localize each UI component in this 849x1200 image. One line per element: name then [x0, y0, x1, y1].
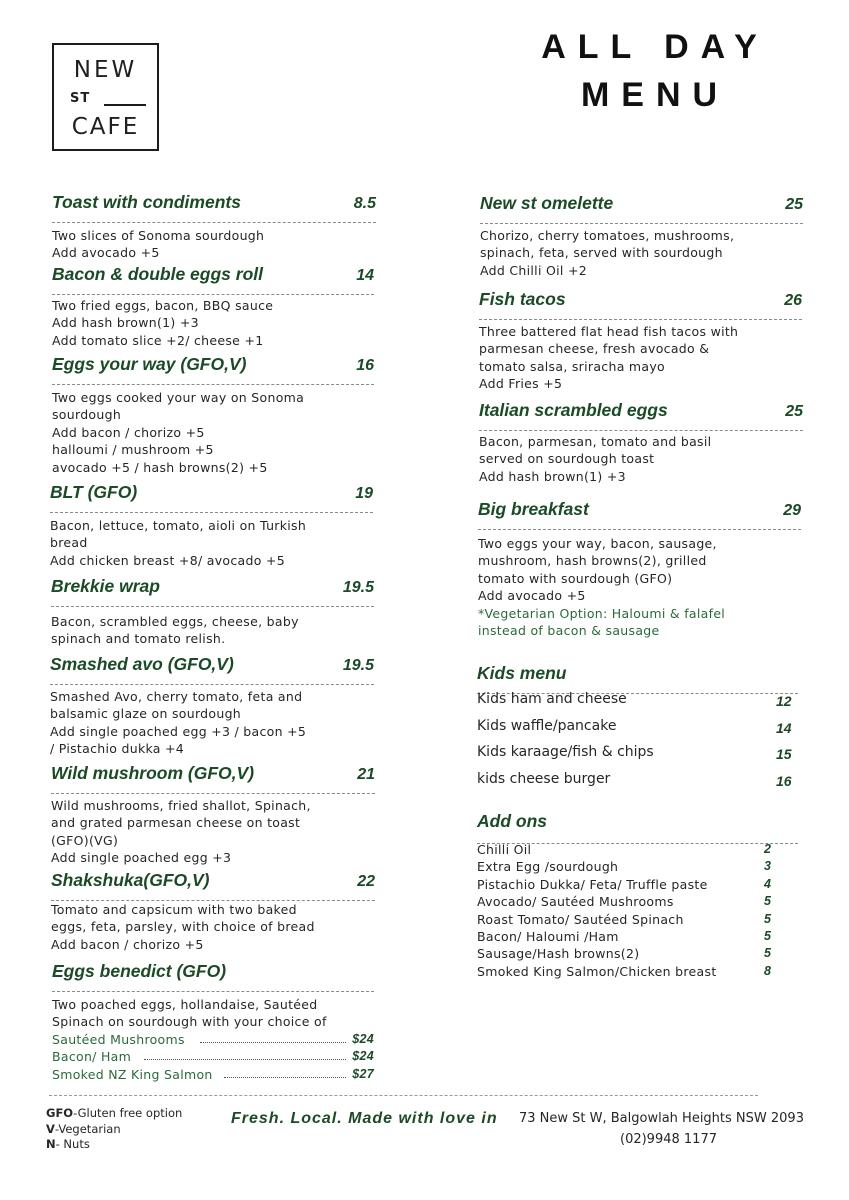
- item-price: 25: [785, 196, 803, 213]
- divider: [50, 512, 373, 513]
- addons-section: [477, 808, 798, 832]
- item-price: 25: [785, 403, 803, 420]
- item-price: 26: [784, 292, 802, 309]
- divider: [52, 294, 374, 295]
- item-name: New st omelette: [480, 193, 614, 213]
- item-description: Bacon, lettuce, tomato, aioli on Turkish bread Add chicken breast +8/ avocado +5: [50, 518, 307, 568]
- addon-item: Avocado/ Sautéed Mushrooms 5: [477, 894, 771, 910]
- addon-item: Bacon/ Haloumi /Ham 5: [477, 928, 771, 944]
- footer-phone: (02)9948 1177: [620, 1132, 717, 1147]
- menu-title-line2: MENU: [580, 76, 730, 114]
- logo-line-cafe: CAFE: [71, 114, 140, 140]
- item-description: Bacon, scrambled eggs, cheese, baby spinach and tomato relish.: [51, 614, 299, 647]
- item-name: Toast with condiments: [52, 192, 241, 212]
- addon-item: Smoked King Salmon/Chicken breast 8: [477, 963, 771, 979]
- item-price: 19: [355, 485, 373, 502]
- benedict-option: Bacon/ Ham $24: [52, 1049, 374, 1065]
- divider: [52, 222, 376, 223]
- item-description: Smashed Avo, cherry tomato, feta and balsamic glaze on sourdough Add single poached egg +3 / bacon +5 / Pistachio dukka +4: [50, 689, 307, 757]
- item-description: Bacon, parmesan, tomato and basil served on sourdough toast Add hash brown(1) +3: [479, 434, 712, 484]
- item-description: Two poached eggs, hollandaise, Sautéed Spinach on sourdough with your choice of Sautéed Mushrooms $24 Bacon/ Ham $24 Smoked NZ King Salmon $27: [52, 997, 374, 1082]
- menu-item-wild-mushroom: [51, 760, 375, 866]
- divider: [51, 606, 374, 607]
- divider: [478, 529, 801, 530]
- kids-menu-title: Kids menu: [477, 663, 567, 683]
- dietary-legend: [46, 1106, 182, 1153]
- divider: [50, 684, 374, 685]
- item-name: Shakshuka(GFO,V): [51, 870, 210, 890]
- menu-item-fish-tacos: [479, 286, 802, 392]
- divider: [52, 991, 374, 992]
- kids-item: Kids waffle/pancake 14: [477, 718, 792, 736]
- divider: [52, 384, 374, 385]
- menu-item-toast: [52, 189, 376, 261]
- item-price: 19.5: [342, 657, 374, 674]
- menu-item-bacon-eggs-roll: [52, 261, 374, 348]
- kids-item: kids cheese burger 16: [477, 771, 792, 789]
- divider: [480, 223, 803, 224]
- kids-item: Kids karaage/fish & chips 15: [477, 744, 792, 762]
- item-description: Two slices of Sonoma sourdough Add avocado +5: [52, 228, 265, 261]
- item-description: Tomato and capsicum with two baked eggs, feta, parsley, with choice of bread Add bacon / chorizo +5: [51, 902, 315, 952]
- item-description: Two eggs your way, bacon, sausage, mushroom, hash browns(2), grilled tomato with sourdough (GFO) Add avocado +5 *Vegetarian Option: Haloumi & falafel instead of bacon & sausage: [478, 536, 726, 639]
- footer-tagline: Fresh. Local. Made with love in: [231, 1110, 498, 1127]
- legend-item: N- Nuts: [46, 1137, 90, 1151]
- addon-item: Chilli Oil 2: [477, 842, 771, 857]
- item-price: 22: [357, 873, 375, 890]
- menu-item-italian-scrambled: [479, 397, 803, 484]
- addons-title: Add ons: [477, 811, 547, 831]
- logo-line-st: ST: [70, 91, 91, 106]
- menu-item-big-breakfast: [478, 496, 801, 639]
- item-description: Two eggs cooked your way on Sonoma sourdough Add bacon / chorizo +5 halloumi / mushroom +5 avocado +5 / hash browns(2) +5: [52, 390, 305, 475]
- item-price: 29: [783, 502, 801, 519]
- addon-item: Pistachio Dukka/ Feta/ Truffle paste 4: [477, 876, 771, 892]
- addons-list: [477, 842, 807, 981]
- item-description: Wild mushrooms, fried shallot, Spinach, and grated parmesan cheese on toast (GFO)(VG) Add single poached egg +3: [51, 798, 311, 866]
- kids-menu-section: [477, 660, 798, 684]
- footer-divider: [49, 1095, 758, 1096]
- footer-address: 73 New St W, Balgowlah Heights NSW 2093: [519, 1111, 804, 1126]
- menu-item-eggs-your-way: [52, 351, 374, 475]
- menu-item-smashed-avo: [50, 651, 374, 757]
- vegetarian-note: *Vegetarian Option: Haloumi & falafel: [478, 605, 726, 621]
- item-name: Italian scrambled eggs: [479, 400, 668, 420]
- item-price: 8.5: [353, 195, 376, 212]
- item-name: Wild mushroom (GFO,V): [51, 763, 255, 783]
- benedict-option: Smoked NZ King Salmon $27: [52, 1066, 374, 1082]
- item-price: 21: [357, 766, 375, 783]
- item-description: Three battered flat head fish tacos with parmesan cheese, fresh avocado & tomato salsa, sriracha mayo Add Fries +5: [479, 324, 739, 392]
- menu-item-omelette: [480, 190, 803, 278]
- logo-bar: [104, 104, 146, 106]
- menu-item-shakshuka: [51, 867, 375, 952]
- kids-item: Kids ham and cheese 12: [477, 691, 792, 709]
- cafe-logo: [52, 43, 159, 151]
- item-name: Bacon & double eggs roll: [52, 264, 263, 284]
- item-name: Big breakfast: [478, 499, 589, 519]
- divider: [479, 319, 802, 320]
- addon-item: Sausage/Hash browns(2) 5: [477, 946, 771, 962]
- addon-item: Roast Tomato/ Sautéed Spinach 5: [477, 911, 771, 927]
- item-name: Fish tacos: [479, 289, 566, 309]
- item-price: 14: [356, 267, 374, 284]
- legend-item: GFO-Gluten free option: [46, 1106, 183, 1120]
- item-name: Brekkie wrap: [51, 576, 160, 596]
- item-description: Chorizo, cherry tomatoes, mushrooms, spinach, feta, served with sourdough Add Chilli Oil +2: [480, 228, 735, 278]
- item-price: 19.5: [342, 579, 374, 596]
- item-price: 16: [356, 357, 374, 374]
- divider: [479, 430, 803, 431]
- logo-line-new: NEW: [73, 57, 138, 83]
- addon-item: Extra Egg /sourdough 3: [477, 859, 771, 875]
- legend-item: V-Vegetarian: [46, 1121, 121, 1136]
- item-name: Smashed avo (GFO,V): [50, 654, 234, 674]
- item-name: Eggs benedict (GFO): [52, 961, 227, 981]
- menu-item-blt: [50, 479, 373, 568]
- menu-item-eggs-benedict: [52, 958, 374, 1082]
- item-description: Two fried eggs, bacon, BBQ sauce Add hash brown(1) +3 Add tomato slice +2/ cheese +1: [52, 298, 274, 348]
- menu-title-line1: ALL DAY: [541, 28, 769, 66]
- divider: [51, 793, 375, 794]
- benedict-option: Sautéed Mushrooms $24: [52, 1031, 374, 1047]
- menu-item-brekkie-wrap: [51, 573, 374, 647]
- item-name: BLT (GFO): [50, 482, 138, 502]
- item-name: Eggs your way (GFO,V): [52, 354, 247, 374]
